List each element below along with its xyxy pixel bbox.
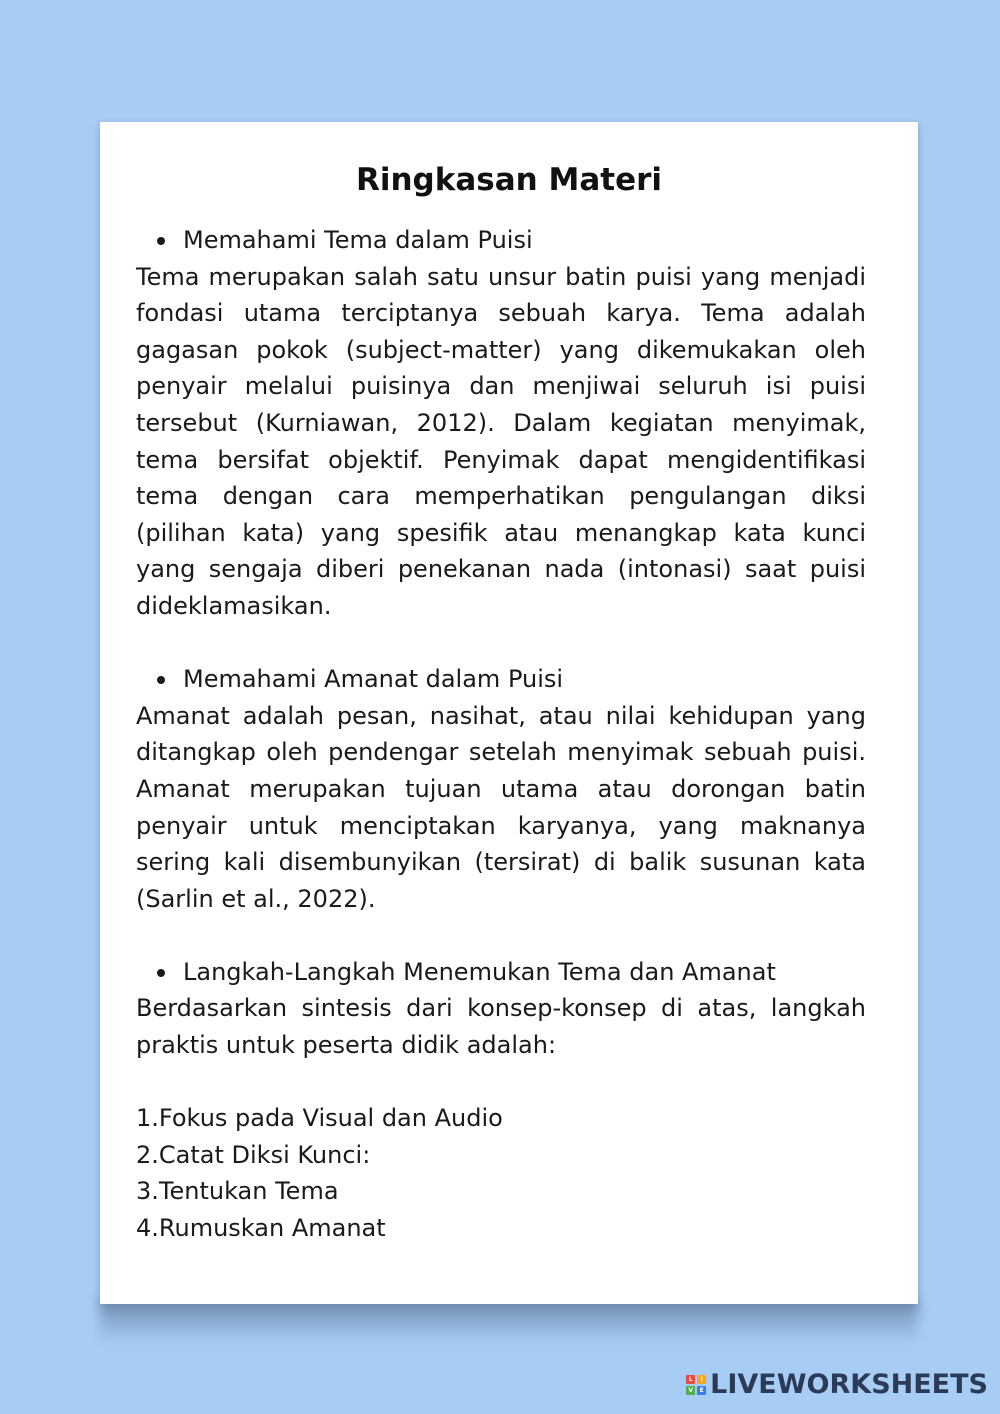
section-body-amanat: Amanat adalah pesan, nasihat, atau nilai kehidupan yang ditangkap oleh pendengar setelah menyimak sebuah puisi. Amanat merupakan tujuan utama atau dorongan batin penyair untuk menciptakan karyanya, yang maknanya sering kali disembunyikan (tersirat) di balik susunan kata (Sarlin et al., 2022).	[136, 701, 866, 913]
step-item-1: 1.Fokus pada Visual dan Audio	[136, 1104, 503, 1133]
step-item-2: 2.Catat Diksi Kunci:	[136, 1140, 371, 1169]
logo-tile-e: E	[697, 1386, 706, 1395]
logo-tile-l: L	[686, 1375, 695, 1384]
section-body-langkah: Berdasarkan sintesis dari konsep-konsep di atas, langkah praktis untuk peserta didik adalah:	[136, 994, 866, 1060]
section-heading-amanat: Memahami Amanat dalam Puisi	[136, 661, 866, 698]
page-title: Ringkasan Materi	[355, 162, 663, 198]
brand-name: LIVEWORKSHEETS	[710, 1369, 988, 1400]
step-item-4: 4.Rumuskan Amanat	[136, 1214, 386, 1243]
liveworksheets-brand[interactable]	[686, 1369, 988, 1400]
section-heading-langkah: Langkah-Langkah Menemukan Tema dan Amanat	[136, 954, 866, 991]
liveworksheets-logo-icon	[686, 1375, 706, 1395]
spacer	[136, 917, 866, 954]
step-item-3: 3.Tentukan Tema	[136, 1177, 339, 1206]
spacer	[136, 1064, 866, 1101]
page-shadow	[100, 1300, 918, 1345]
logo-tile-v: V	[686, 1386, 695, 1395]
section-heading-tema: Memahami Tema dalam Puisi	[136, 222, 866, 259]
summary-content	[136, 222, 866, 1247]
steps-list	[136, 1100, 866, 1246]
worksheet-page	[100, 122, 918, 1304]
spacer	[136, 625, 866, 662]
section-body-tema: Tema merupakan salah satu unsur batin puisi yang menjadi fondasi utama terciptanya sebuah karya. Tema adalah gagasan pokok (subject-matter) yang dikemukakan oleh penyair melalui puisinya dan menjiwai seluruh isi puisi tersebut (Kurniawan, 2012). Dalam kegiatan menyimak, tema bersifat objektif. Penyimak dapat mengidentifikasi tema dengan cara memperhatikan pengulangan diksi (pilihan kata) yang spesifik atau menangkap kata kunci yang sengaja diberi penekanan nada (intonasi) saat puisi dideklamasikan.	[136, 262, 866, 620]
logo-tile-i: I	[697, 1375, 706, 1384]
